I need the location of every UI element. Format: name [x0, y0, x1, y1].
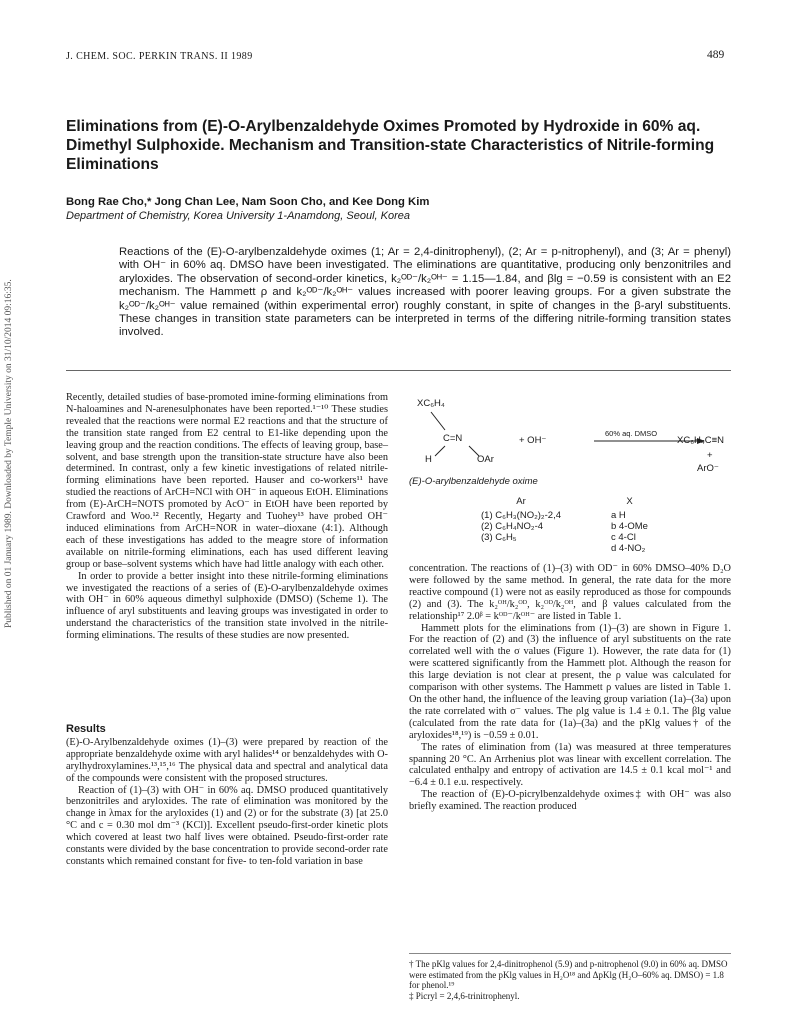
scheme-aryloxide: ArO⁻: [697, 463, 719, 474]
aryl-row: (2) C₆H₄NO₂-4: [481, 521, 544, 532]
right-paragraph-2: Hammett plots for the eliminations from (1)–(3) are shown in Figure 1. For the reaction of (2) and (3) the influence of aryl substituents on the rate correlated well with the σ values (Figure 1). However, the rate data for (1) were scattered significantly from the Hammett plot. Although the reason for this large deviation is not clear at present, the ρ value was calculated for comparison with other systems. The Hammett ρ values are listed in Table 1. On the other hand, the influence of the leaving group variation (1a)–(3a) upon the rate correlated with σ⁻ values. The ρlg value is 1.4 ± 0.1. The βlg value (calculated from the rate data for (1a)–(3a) and the pKlg values† of the aryloxides¹⁸,¹⁹) is −0.59 ± 0.01.: [409, 622, 731, 741]
scheme-hydroxide: + OH⁻: [519, 435, 547, 446]
scheme-arrow-label: 60% aq. DMSO: [605, 429, 658, 438]
results-paragraph-2: Reaction of (1)–(3) with OH⁻ in 60% aq. DMSO produced quantitatively benzonitriles and aryloxides. The rate of elimination was monitored by the change in λmax for the aryloxides (1) and (2) or for the substrate (3) [at 25.0 °C and c = 0.30 mol dm⁻³ (KCl)]. Excellent pseudo-first-order kinetic plots which covered at least two half lives were obtained. Pseudo-first-order rate constants were divided by the base concentration to provide second-order rate constants which remained constant for five- to ten-fold variation in base: [66, 784, 388, 867]
results-heading: Results: [66, 723, 106, 735]
download-watermark-text: Published on 01 January 1989. Downloaded by Temple University on 31/10/2014 09:16:35.: [4, 279, 14, 628]
scheme-product: XC₆H₄C≡N: [677, 435, 725, 446]
substituent-row: a H: [611, 510, 626, 521]
scheme-hydrogen: H: [425, 454, 432, 465]
footnote-divider: [409, 953, 731, 954]
abstract-divider: [66, 370, 731, 371]
substituent-row: c 4-Cl: [611, 532, 636, 543]
scheme-bond-upper: [431, 412, 445, 430]
download-watermark: [2, 228, 20, 628]
author-list: Bong Rae Cho,* Jong Chan Lee, Nam Soon Cho, and Kee Dong Kim: [66, 196, 430, 208]
results-paragraph-1: (E)-O-Arylbenzaldehyde oximes (1)–(3) were prepared by reaction of the appropriate benzaldehyde oxime with aryl halides¹⁴ or benzaldehydes with O-arylhydroxylamines.¹³,¹⁵,¹⁶ The physical data and spectral and analytical data of the compounds were consistent with the proposed structures.: [66, 736, 388, 784]
aryl-row: (1) C₆H₃(NO₂)₂-2,4: [481, 510, 561, 521]
page-number: 489: [707, 49, 725, 61]
scheme-bond-lower-left: [435, 446, 445, 456]
substituent-table: [481, 496, 648, 554]
footnote-double-dagger: ‡ Picryl = 2,4,6-trinitrophenyl.: [409, 990, 520, 1001]
footnote-dagger: † The pKlg values for 2,4-dinitrophenol (5.9) and p-nitrophenol (9.0) in 60% aq. DMSO were estimated from the pKlg values in H₂O¹⁸ and ΔpKlg (H₂O–60% aq. DMSO) = 1.8 for phenol.¹⁹: [409, 959, 728, 991]
substituent-column-header: X: [626, 496, 633, 507]
right-paragraph-4: The reaction of (E)-O-picrylbenzaldehyde oximes‡ with OH⁻ was also briefly examined. The reaction produced: [409, 789, 731, 813]
scheme-oar: OAr: [477, 454, 494, 465]
affiliation: Department of Chemistry, Korea University 1-Anamdong, Seoul, Korea: [66, 210, 411, 222]
scheme-plus: +: [707, 450, 713, 461]
right-paragraph-3: The rates of elimination from (1a) was measured at three temperatures spanning 20 °C. An Arrhenius plot was linear with excellent correlation. The calculated enthalpy and entropy of activation are 14.5 ± 0.1 kcal mol⁻¹ and −6.4 ± 0.1 e.u. respectively.: [409, 741, 731, 789]
substituent-row: d 4-NO₂: [611, 543, 646, 554]
running-header: J. CHEM. SOC. PERKIN TRANS. II 1989: [66, 51, 253, 62]
intro-paragraph-1: Recently, detailed studies of base-promoted imine-forming eliminations from N-haloamines and N-arenesulphonates have been reported.¹⁻¹⁰ These studies revealed that the reactions were normal E2 reactions and that the structure of the transition state ranged from E2 central to E1-like depending upon the leaving group and the reaction conditions. The effects of leaving group, base–solvent, and base strength upon the transition-state structure have also been determined. In contrast, only a few kinetic investigations of related nitrile-forming eliminations have been reported. Hauser and co-workers¹¹ have studied the reactions of ArCH=NCl with OH⁻ in aqueous EtOH. Eliminations from (E)-ArCH=NOTS promoted by AcO⁻ in EtOH have been reported by Crawford and Woo.¹² Recently, Hegarty and Tuohey¹³ have probed OH⁻ induced eliminations from ArCH=NOR in water–dioxane (4:1). Although each of these investigations has added to the meagre store of information available on nitrile-forming eliminations, each has used different leaving group or base–solvent systems which have had little analogy with each other.: [66, 392, 388, 570]
results-section: [66, 724, 388, 868]
aryl-column: [481, 496, 561, 554]
scheme-compound-name: (E)-O-arylbenzaldehyde oxime: [409, 476, 538, 487]
substituent-column: [611, 496, 648, 554]
scheme-cn-bond: C=N: [443, 433, 463, 444]
right-column-text: [409, 563, 731, 813]
left-column-intro: [66, 392, 388, 642]
footnotes: [409, 959, 731, 1001]
aryl-row: (3) C₆H₅: [481, 532, 517, 543]
right-paragraph-1: concentration. The reactions of (1)–(3) with OD⁻ in 60% DMSO–40% D₂O were followed by the same method. In general, the rate data for the more reactive compound (1) were not as easily reproduced as those for compounds (2) and (3). The k₂ᴼᴴ/k₂ᴼᴰ, k₂ᴼᴰ/k₂ᴼᴴ, and β values calculated from the relationship¹⁷ 2.0ᵝ = kᴼᴰ⁻/kᴼᴴ⁻ are listed in Table 1.: [409, 563, 731, 622]
reaction-scheme: [409, 392, 731, 557]
article-title: Eliminations from (E)-O-Arylbenzaldehyde Oximes Promoted by Hydroxide in 60% aq. Dimethyl Sulphoxide. Mechanism and Transition-state Characteristics of Nitrile-forming Eliminations: [66, 118, 715, 173]
scheme-bonds: [409, 392, 731, 472]
substituent-row: b 4-OMe: [611, 521, 648, 532]
intro-paragraph-2: In order to provide a better insight into these nitrile-forming eliminations we investigated the reactions of a series of (E)-O-arylbenzaldehyde oximes with OH⁻ in 60% aqueous dimethyl sulphoxide (DMSO) (Scheme 1). The influence of aryl substituents and leaving groups was investigated in order to understand the characteristics of the transition state involved in the nitrile-forming eliminations. The results of these studies are now presented.: [66, 570, 388, 642]
abstract: Reactions of the (E)-O-arylbenzaldehyde oximes (1; Ar = 2,4-dinitrophenyl), (2; Ar = p-nitrophenyl), and (3; Ar = phenyl) with OH⁻ in 60% aq. DMSO have been investigated. The eliminations are quantitative, producing only benzonitriles and aryloxides. The observation of second-order kinetics, k₂ᴼᴰ⁻/k₂ᴼᴴ⁻ = 1.15—1.84, and βlg = −0.59 is consistent with an E2 mechanism. The Hammett ρ and k₂ᴼᴰ⁻/k₂ᴼᴴ⁻ values increased with poorer leaving groups. For a given substrate the k₂ᴼᴰ⁻/k₂ᴼᴴ⁻ value remained (within experimental error) roughly constant, in spite of changes in the β-aryl substituents. These changes in transition state parameters can be interpreted in terms of the differing nitrile-forming transition states involved.: [119, 246, 731, 339]
scheme-substrate-aryl: XC₆H₄: [417, 398, 445, 409]
aryl-column-header: Ar: [516, 496, 526, 507]
